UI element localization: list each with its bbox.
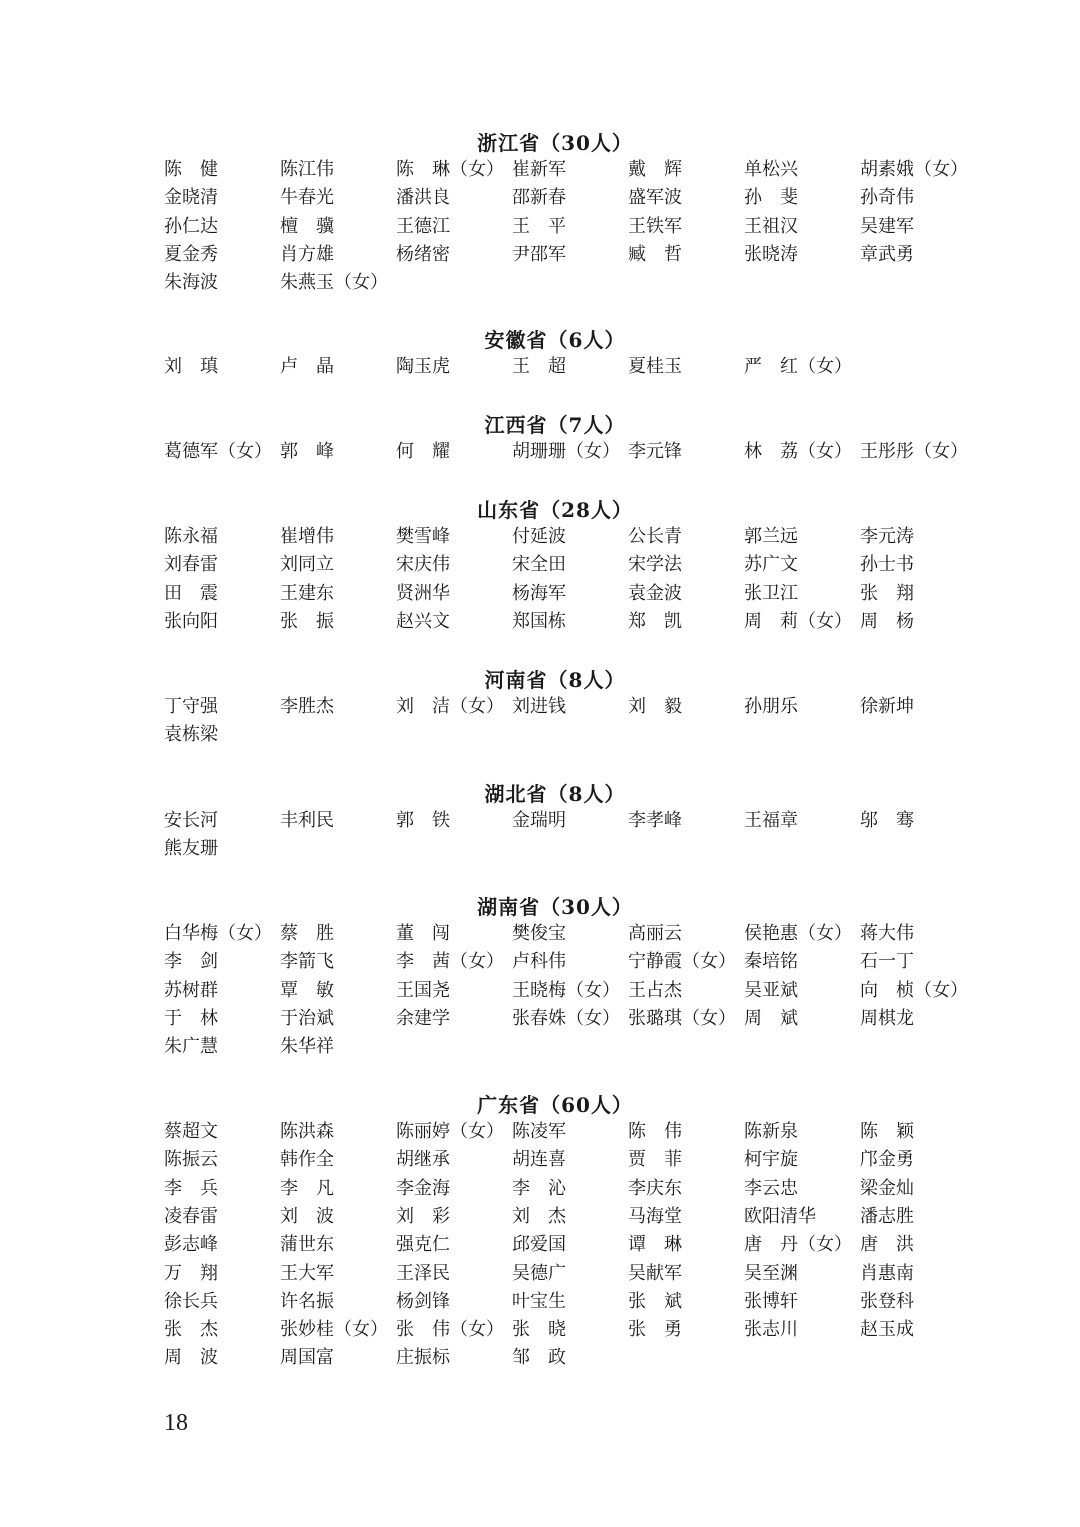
- honoree-name: 郭 铁: [396, 810, 450, 831]
- honoree-name: 宋学法: [628, 554, 682, 576]
- honoree-name: 胡继承: [396, 1149, 450, 1171]
- honoree-name: 刘进钱: [512, 696, 566, 717]
- honoree-name: 郭 峰: [280, 441, 334, 462]
- honoree-name: 崔新军: [512, 159, 566, 180]
- honoree-name: 张 翔: [860, 582, 914, 604]
- honoree-name: 李元涛: [860, 526, 914, 547]
- province-title: 广东省（60人）: [477, 1093, 633, 1117]
- honoree-name: 丰利民: [280, 810, 334, 831]
- honoree-name: 邝金勇: [860, 1149, 914, 1171]
- honoree-name: 刘同立: [280, 554, 334, 576]
- honoree-name: 李庆东: [628, 1177, 682, 1199]
- honoree-name: 侯艳惠（女）: [744, 923, 852, 944]
- honoree-name: 吴德广: [512, 1262, 566, 1284]
- honoree-name: 胡珊珊（女）: [512, 441, 620, 462]
- honoree-name: 李孝峰: [628, 810, 682, 831]
- honoree-name: 王德江: [396, 215, 450, 237]
- honoree-name: 白华梅（女）: [164, 923, 272, 944]
- honoree-name: 张 振: [280, 610, 334, 632]
- honoree-name: 周 杨: [860, 610, 914, 632]
- honoree-name: 贤洲华: [396, 582, 450, 604]
- honoree-name: 邵新春: [512, 187, 566, 209]
- honoree-name: 袁栋梁: [164, 724, 218, 746]
- honoree-name: 韩作全: [280, 1149, 334, 1171]
- honoree-name: 卢 晶: [280, 356, 334, 377]
- honoree-name: 盛军波: [628, 187, 682, 209]
- honoree-name: 肖惠南: [860, 1262, 914, 1284]
- honoree-name: 张璐琪（女）: [628, 1007, 736, 1029]
- honoree-name: 宋庆伟: [396, 554, 450, 576]
- honoree-name: 叶宝生: [512, 1290, 566, 1312]
- honoree-name: 何 耀: [396, 441, 450, 462]
- honoree-name: 陈凌军: [512, 1121, 566, 1142]
- honoree-name: 尹邵军: [512, 243, 566, 265]
- honoree-name: 田 震: [164, 582, 218, 604]
- honoree-name: 刘 彩: [396, 1205, 450, 1227]
- honoree-name: 张志川: [744, 1319, 798, 1341]
- honoree-name: 李金海: [396, 1177, 450, 1199]
- page-number: 18: [164, 1410, 188, 1436]
- honoree-name: 陈 伟: [628, 1121, 682, 1142]
- honoree-name: 王祖汉: [744, 215, 798, 237]
- honoree-name: 张 斌: [628, 1290, 682, 1312]
- honoree-name: 朱华祥: [280, 1036, 334, 1058]
- honoree-name: 郑国栋: [512, 610, 566, 632]
- honoree-name: 袁金波: [628, 582, 682, 604]
- honoree-name: 唐 洪: [860, 1234, 914, 1256]
- honoree-name: 王 平: [512, 215, 566, 237]
- honoree-name: 徐新坤: [860, 696, 914, 717]
- honoree-name: 单松兴: [744, 159, 798, 180]
- honoree-name: 陈江伟: [280, 159, 334, 180]
- honoree-name: 檀 骥: [280, 215, 334, 237]
- honoree-name: 余建学: [396, 1007, 450, 1029]
- honoree-name: 张 伟（女）: [396, 1319, 504, 1341]
- honoree-name: 王福章: [744, 810, 798, 831]
- honoree-name: 柯宇旋: [744, 1149, 798, 1171]
- honoree-name: 王彤彤（女）: [860, 441, 968, 462]
- honoree-name: 陈丽婷（女）: [396, 1121, 504, 1142]
- honoree-name: 马海堂: [628, 1205, 682, 1227]
- honoree-name: 陈振云: [164, 1149, 218, 1171]
- honoree-name: 李云忠: [744, 1177, 798, 1199]
- honoree-name: 臧 哲: [628, 243, 682, 265]
- honoree-name: 朱海波: [164, 272, 218, 294]
- honoree-name: 张卫江: [744, 582, 798, 604]
- honoree-name: 张 杰: [164, 1319, 218, 1341]
- honoree-name: 陈 健: [164, 159, 218, 180]
- honoree-name: 陈永福: [164, 526, 218, 547]
- honoree-name: 陈 琳（女）: [396, 159, 504, 180]
- honoree-name: 卢科伟: [512, 951, 566, 973]
- honoree-name: 王建东: [280, 582, 334, 604]
- honoree-name: 苏树群: [164, 979, 218, 1001]
- honoree-name: 于 林: [164, 1007, 218, 1029]
- honoree-name: 牛春光: [280, 187, 334, 209]
- honoree-name: 张 晓: [512, 1319, 566, 1341]
- honoree-name: 强克仁: [396, 1234, 450, 1256]
- honoree-name: 王泽民: [396, 1262, 450, 1284]
- honoree-name: 林 荔（女）: [744, 441, 852, 462]
- honoree-name: 董 闯: [396, 923, 450, 944]
- honoree-name: 张春姝（女）: [512, 1007, 620, 1029]
- honoree-name: 谭 琳: [628, 1234, 682, 1256]
- honoree-name: 刘春雷: [164, 554, 218, 576]
- honoree-name: 丁守强: [164, 696, 218, 717]
- honoree-name: 彭志峰: [164, 1234, 218, 1256]
- honoree-name: 蒋大伟: [860, 923, 914, 944]
- honoree-name: 张妙桂（女）: [280, 1319, 388, 1341]
- honoree-name: 徐长兵: [164, 1290, 218, 1312]
- honoree-name: 公长青: [628, 526, 682, 547]
- honoree-name: 蒲世东: [280, 1234, 334, 1256]
- honoree-name: 孙 斐: [744, 187, 798, 209]
- honoree-name: 张博轩: [744, 1290, 798, 1312]
- honoree-name: 安长河: [164, 810, 218, 831]
- honoree-name: 刘 瑱: [164, 356, 218, 377]
- honoree-name: 高丽云: [628, 923, 682, 944]
- honoree-name: 向 桢（女）: [860, 979, 968, 1001]
- honoree-name: 刘 洁（女）: [396, 696, 504, 717]
- honoree-name: 张 勇: [628, 1319, 682, 1341]
- province-title: 浙江省（30人）: [477, 131, 633, 155]
- province-title: 安徽省（6人）: [484, 328, 626, 352]
- honoree-name: 潘洪良: [396, 187, 450, 209]
- honoree-name: 石一丁: [860, 951, 914, 973]
- honoree-name: 陈新泉: [744, 1121, 798, 1142]
- honoree-name: 孙仁达: [164, 215, 218, 237]
- honoree-name: 王 超: [512, 356, 566, 377]
- honoree-name: 杨剑锋: [396, 1290, 450, 1312]
- honoree-name: 李 剑: [164, 951, 218, 973]
- honoree-name: 刘 毅: [628, 696, 682, 717]
- honoree-name: 戴 辉: [628, 159, 682, 180]
- honoree-name: 杨海军: [512, 582, 566, 604]
- honoree-name: 胡素娥（女）: [860, 159, 968, 180]
- honoree-name: 贾 菲: [628, 1149, 682, 1171]
- honoree-name: 许名振: [280, 1290, 334, 1312]
- honoree-name: 周国富: [280, 1347, 334, 1369]
- honoree-name: 章武勇: [860, 243, 914, 265]
- honoree-name: 胡连喜: [512, 1149, 566, 1171]
- honoree-name: 周棋龙: [860, 1007, 914, 1029]
- honoree-name: 陶玉虎: [396, 356, 450, 377]
- honoree-name: 凌春雷: [164, 1205, 218, 1227]
- honoree-name: 严 红（女）: [744, 356, 852, 377]
- honoree-name: 肖方雄: [280, 243, 334, 265]
- honoree-name: 陈洪森: [280, 1121, 334, 1142]
- honoree-name: 樊俊宝: [512, 923, 566, 944]
- honoree-name: 陈 颖: [860, 1121, 914, 1142]
- honoree-name: 吴至渊: [744, 1262, 798, 1284]
- honoree-name: 邬 骞: [860, 810, 914, 831]
- honoree-name: 樊雪峰: [396, 526, 450, 547]
- honoree-name: 张登科: [860, 1290, 914, 1312]
- honoree-name: 孙士书: [860, 554, 914, 576]
- honoree-name: 王国尧: [396, 979, 450, 1001]
- honoree-name: 熊友珊: [164, 838, 218, 860]
- honoree-name: 孙奇伟: [860, 187, 914, 209]
- province-title: 江西省（7人）: [484, 413, 626, 437]
- honoree-name: 赵兴文: [396, 610, 450, 632]
- honoree-name: 覃 敏: [280, 979, 334, 1001]
- honoree-name: 杨绪密: [396, 243, 450, 265]
- honoree-name: 孙朋乐: [744, 696, 798, 717]
- honoree-name: 朱广慧: [164, 1036, 218, 1058]
- honoree-name: 金晓清: [164, 187, 218, 209]
- honoree-name: 朱燕玉（女）: [280, 272, 388, 294]
- honoree-name: 邹 政: [512, 1347, 566, 1369]
- honoree-name: 庄振标: [396, 1347, 450, 1369]
- honoree-name: 付延波: [512, 526, 566, 547]
- honoree-name: 王铁军: [628, 215, 682, 237]
- province-title: 山东省（28人）: [477, 498, 633, 522]
- province-title: 湖南省（30人）: [477, 895, 633, 919]
- honoree-name: 秦培铭: [744, 951, 798, 973]
- honoree-name: 吴建军: [860, 215, 914, 237]
- honoree-name: 李元锋: [628, 441, 682, 462]
- honoree-name: 李 茜（女）: [396, 951, 504, 973]
- honoree-name: 吴亚斌: [744, 979, 798, 1001]
- honoree-name: 唐 丹（女）: [744, 1234, 852, 1256]
- honoree-name: 李 沁: [512, 1177, 566, 1199]
- honoree-name: 周 斌: [744, 1007, 798, 1029]
- honoree-name: 吴献军: [628, 1262, 682, 1284]
- honoree-name: 葛德军（女）: [164, 441, 272, 462]
- honoree-name: 梁金灿: [860, 1177, 914, 1199]
- honoree-name: 张向阳: [164, 610, 218, 632]
- honoree-name: 李胜杰: [280, 696, 334, 717]
- honoree-name: 郭兰远: [744, 526, 798, 547]
- honoree-name: 王大军: [280, 1262, 334, 1284]
- honoree-name: 夏金秀: [164, 243, 218, 265]
- honoree-name: 李 凡: [280, 1177, 334, 1199]
- honoree-name: 王晓梅（女）: [512, 979, 620, 1001]
- honoree-name: 欧阳清华: [744, 1205, 816, 1227]
- honoree-name: 蔡 胜: [280, 923, 334, 944]
- honoree-name: 李 兵: [164, 1177, 218, 1199]
- honoree-name: 蔡超文: [164, 1121, 218, 1142]
- honoree-name: 宁静霞（女）: [628, 951, 736, 973]
- honoree-name: 苏广文: [744, 554, 798, 576]
- honoree-name: 刘 波: [280, 1205, 334, 1227]
- honoree-name: 宋全田: [512, 554, 566, 576]
- honoree-name: 夏桂玉: [628, 356, 682, 377]
- honoree-name: 周 波: [164, 1347, 218, 1369]
- honoree-name: 于治斌: [280, 1007, 334, 1029]
- honoree-name: 张晓涛: [744, 243, 798, 265]
- honoree-name: 郑 凯: [628, 610, 682, 632]
- honoree-name: 邱爱国: [512, 1234, 566, 1256]
- honoree-name: 崔增伟: [280, 526, 334, 547]
- honoree-name: 周 莉（女）: [744, 610, 852, 632]
- honoree-name: 万 翔: [164, 1262, 218, 1284]
- province-title: 湖北省（8人）: [484, 782, 626, 806]
- honoree-name: 王占杰: [628, 979, 682, 1001]
- honoree-name: 刘 杰: [512, 1205, 566, 1227]
- honoree-name: 李箭飞: [280, 951, 334, 973]
- honoree-name: 潘志胜: [860, 1205, 914, 1227]
- honoree-name: 赵玉成: [860, 1319, 914, 1341]
- province-title: 河南省（8人）: [484, 668, 626, 692]
- honoree-name: 金瑞明: [512, 810, 566, 831]
